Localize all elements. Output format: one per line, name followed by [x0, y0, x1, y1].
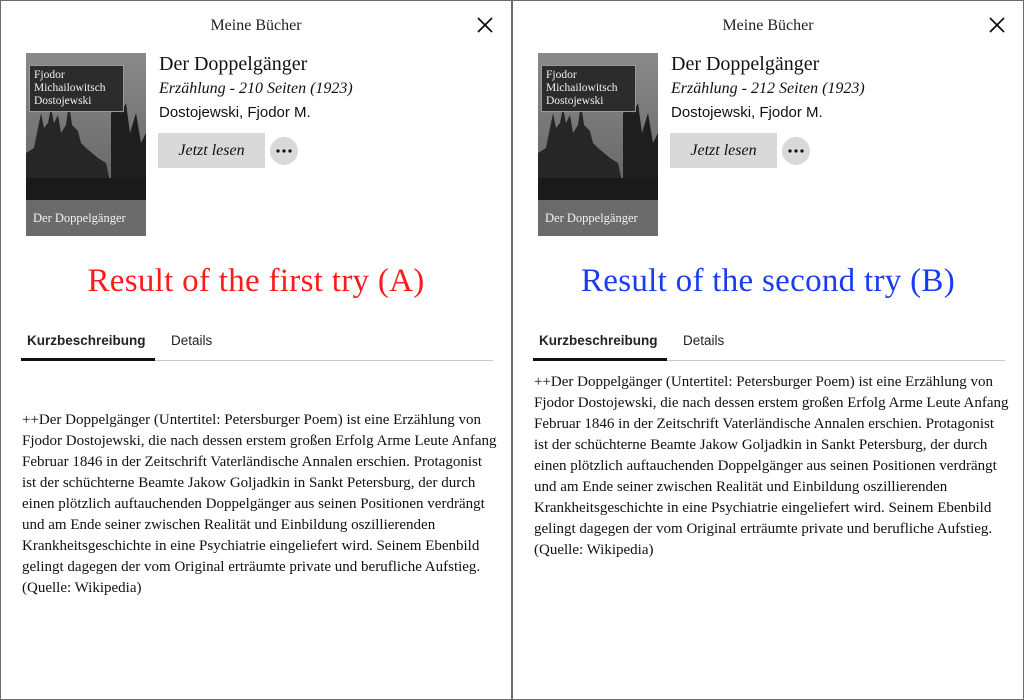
book-cover[interactable] — [26, 53, 146, 236]
cover-author: Fjodor Michailowitsch Dostojewski — [541, 65, 636, 112]
book-author: Dostojewski, Fjodor M. — [671, 104, 823, 121]
cover-title: Der Doppelgänger — [538, 200, 658, 236]
close-icon — [987, 15, 1007, 35]
book-subtitle: Erzählung - 212 Seiten (1923) — [671, 80, 865, 97]
book-description: ++Der Doppelgänger (Untertitel: Petersburger Poem) ist eine Erzählung von Fjodor Dostojewski, die nach dessen erstem großen Erfolg Arme Leute Anfang Februar 1846 in der Zeitschrift Vaterländische Annalen erschien. Protagonist ist der schüchterne Beamte Jakow Goljadkin in Sankt Petersburg, der durch einen plötzlich auftauchenden Doppelgänger aus seinen Positionen verdrängt und am Ende seiner zwischen Realität und Einbildung oszillierenden Krankheitsgeschichte in eine Psychiatrie eingeliefert wird. Seinem Ebenbild gelingt dagegen der vom Original erträumte private und berufliche Aufstieg. (Quelle: Wikipedia) — [22, 412, 497, 596]
tab-kurzbeschreibung[interactable]: Kurzbeschreibung — [21, 333, 155, 361]
tab-bar — [533, 327, 1005, 361]
header-title: Meine Bücher — [722, 17, 814, 34]
close-icon — [475, 15, 495, 35]
more-options-button[interactable] — [270, 137, 298, 165]
read-now-button[interactable]: Jetzt lesen — [670, 133, 777, 168]
result-caption: Result of the second try (B) — [580, 263, 956, 299]
header-title: Meine Bücher — [210, 17, 302, 34]
book-description: ++Der Doppelgänger (Untertitel: Petersburger Poem) ist eine Erzählung von Fjodor Dostojewski, die nach dessen erstem großen Erfolg Arme Leute Anfang Februar 1846 in der Zeitschrift Vaterländische Annalen erschien. Protagonist ist der schüchterne Beamte Jakow Goljadkin in Sankt Petersburg, der durch einen plötzlich auftauchenden Doppelgänger aus seinen Positionen verdrängt und am Ende seiner zwischen Realität und Einbildung oszillierenden Krankheitsgeschichte in eine Psychiatrie eingeliefert wird. Seinem Ebenbild gelingt dagegen der vom Original erträumte private und berufliche Aufstieg. (Quelle: Wikipedia) — [534, 374, 1009, 558]
book-subtitle: Erzählung - 210 Seiten (1923) — [159, 80, 353, 97]
tab-kurzbeschreibung[interactable]: Kurzbeschreibung — [533, 333, 667, 361]
result-caption: Result of the first try (A) — [87, 263, 425, 299]
more-options-icon — [788, 149, 804, 153]
close-button[interactable] — [987, 15, 1007, 35]
more-options-button[interactable] — [782, 137, 810, 165]
cover-title: Der Doppelgänger — [26, 200, 146, 236]
tab-details[interactable]: Details — [171, 333, 213, 348]
close-button[interactable] — [475, 15, 495, 35]
book-cover[interactable] — [538, 53, 658, 236]
tab-bar — [21, 327, 493, 361]
book-detail-panel-b — [512, 0, 1024, 700]
read-now-button[interactable]: Jetzt lesen — [158, 133, 265, 168]
tab-details[interactable]: Details — [683, 333, 725, 348]
more-options-icon — [276, 149, 292, 153]
book-author: Dostojewski, Fjodor M. — [159, 104, 311, 121]
book-title: Der Doppelgänger — [671, 53, 820, 75]
cover-author: Fjodor Michailowitsch Dostojewski — [29, 65, 124, 112]
book-title: Der Doppelgänger — [159, 53, 308, 75]
